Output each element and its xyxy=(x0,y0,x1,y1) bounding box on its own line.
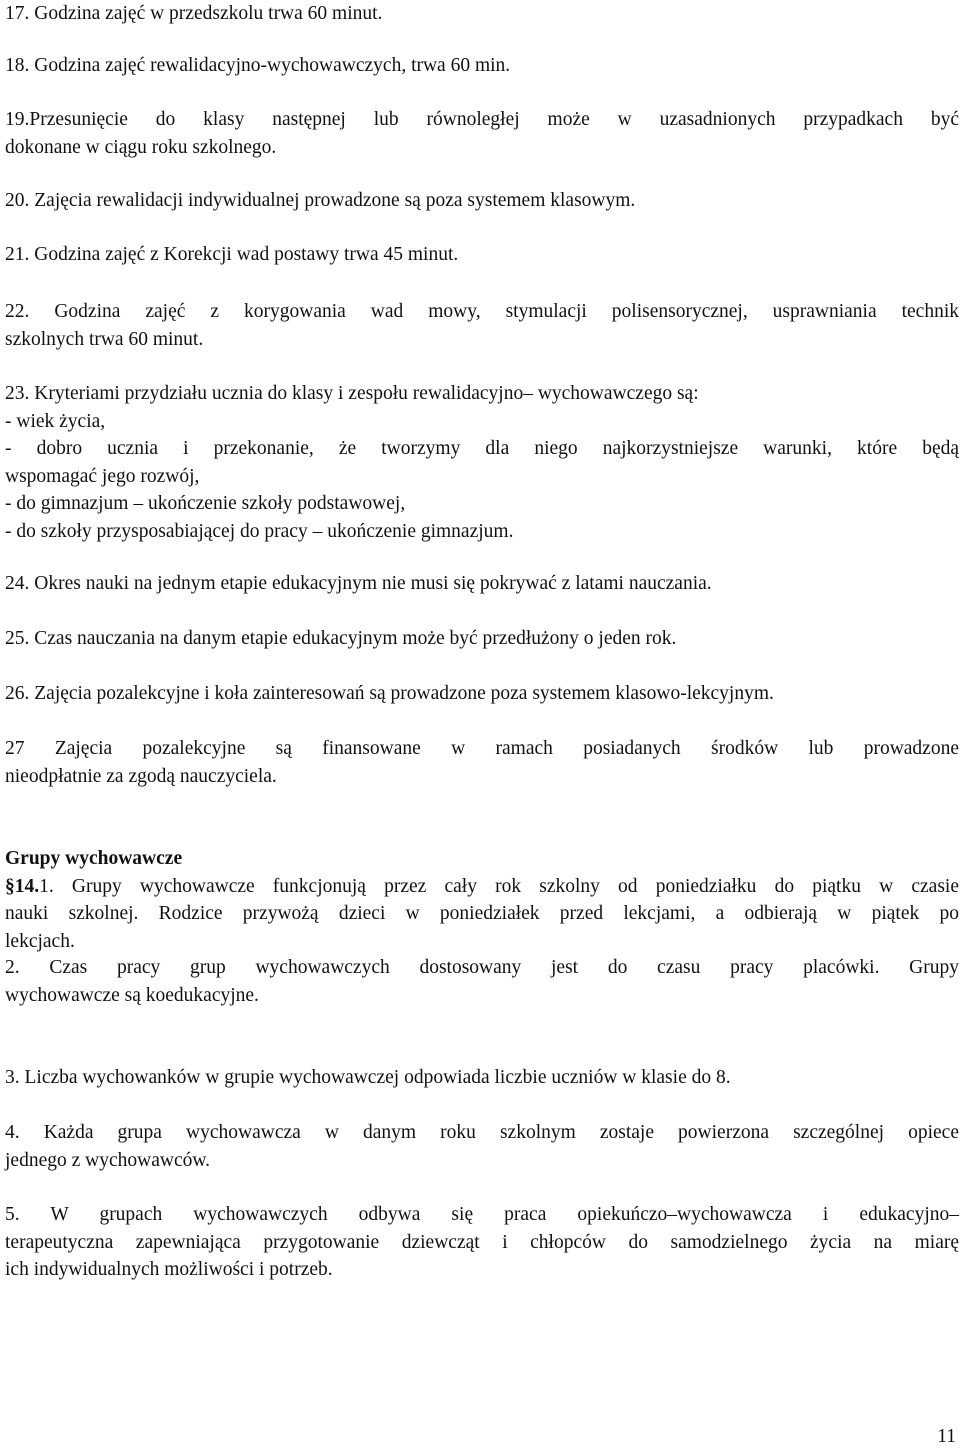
section-14-line-1 xyxy=(5,873,959,901)
item-23-line-6: - do szkoły przysposabiającej do pracy – ukończenie gimnazjum. xyxy=(5,520,514,542)
section-point-5-line-2: terapeutyczna zapewniająca przygotowanie dziewcząt i chłopców do samodzielnego życia na miarę xyxy=(5,1231,959,1253)
section-point-3-text: 3. Liczba wychowanków w grupie wychowawczej odpowiada liczbie uczniów w klasie do 8. xyxy=(5,1067,731,1088)
section-grupy xyxy=(5,845,959,955)
item-21-text: 21. Godzina zajęć z Korekcji wad postawy trwa 45 minut. xyxy=(5,244,459,265)
section-point-5-line-3: ich indywidualnych możliwości i potrzeb. xyxy=(5,1259,333,1280)
item-23-line-1: 23. Kryteriami przydziału ucznia do klasy i zespołu rewalidacyjno– wychowawczego są: xyxy=(5,383,699,404)
page-number: 11 xyxy=(937,1426,956,1447)
item-25-text: 25. Czas nauczania na danym etapie edukacyjnym może być przedłużony o jeden rok. xyxy=(5,628,677,649)
item-23-line-5: - do gimnazjum – ukończenie szkoły podstawowej, xyxy=(5,493,406,514)
item-20 xyxy=(5,187,959,215)
item-25 xyxy=(5,625,959,653)
item-23 xyxy=(5,380,959,545)
item-27 xyxy=(5,735,959,790)
item-27-line-1: 27 Zajęcia pozalekcyjne są finansowane w ramach posiadanych środków lub prowadzone xyxy=(5,738,959,759)
item-23-line-4: wspomagać jego rozwój, xyxy=(5,465,200,487)
item-22 xyxy=(5,298,959,353)
item-20-text: 20. Zajęcia rewalidacji indywidualnej prowadzone są poza systemem klasowym. xyxy=(5,190,636,211)
item-26-text: 26. Zajęcia pozalekcyjne i koła zainteresowań są prowadzone poza systemem klasowo-lekcyjnym. xyxy=(5,683,774,704)
section-14-line-2: nauki szkolnej. Rodzice przywożą dzieci w poniedziałek przed lekcjami, a odbierają w piątek po xyxy=(5,903,959,924)
section-heading: Grupy wychowawcze xyxy=(5,848,183,869)
item-26 xyxy=(5,680,959,708)
section-14-line-1-text: 1. Grupy wychowawcze funkcjonują przez cały rok szkolny od poniedziałku do piątku w czasie xyxy=(39,875,959,897)
item-19 xyxy=(5,106,959,161)
item-23-line-2: - wiek życia, xyxy=(5,410,106,432)
item-22-line-1: 22. Godzina zajęć z korygowania wad mowy, stymulacji polisensorycznej, usprawniania technik xyxy=(5,301,959,322)
item-21 xyxy=(5,241,959,269)
item-18-text: 18. Godzina zajęć rewalidacyjno-wychowawczych, trwa 60 min. xyxy=(5,55,511,76)
section-14-line-3: lekcjach. xyxy=(5,930,75,952)
item-19-line-2: dokonane w ciągu roku szkolnego. xyxy=(5,136,277,158)
item-17 xyxy=(5,0,959,28)
item-22-line-2: szkolnych trwa 60 minut. xyxy=(5,328,204,350)
item-23-line-3: - dobro ucznia i przekonanie, że tworzymy dla niego najkorzystniejsze warunki, które będą xyxy=(5,438,959,459)
section-point-4-line-2: jednego z wychowawców. xyxy=(5,1149,211,1171)
item-17-text: 17. Godzina zajęć w przedszkolu trwa 60 minut. xyxy=(5,3,383,24)
section-point-2 xyxy=(5,954,959,1009)
item-24 xyxy=(5,570,959,598)
section-14-marker: §14. xyxy=(5,875,40,897)
item-27-line-2: nieodpłatnie za zgodą nauczyciela. xyxy=(5,765,277,787)
item-19-line-1: 19.Przesunięcie do klasy następnej lub równoległej może w uzasadnionych przypadkach być xyxy=(5,109,959,130)
section-point-4 xyxy=(5,1119,959,1174)
item-24-text: 24. Okres nauki na jednym etapie edukacyjnym nie musi się pokrywać z latami nauczania. xyxy=(5,573,712,594)
item-18 xyxy=(5,52,959,80)
section-point-2-line-2: wychowawcze są koedukacyjne. xyxy=(5,984,259,1006)
section-point-2-line-1: 2. Czas pracy grup wychowawczych dostosowany jest do czasu pracy placówki. Grupy xyxy=(5,957,959,978)
section-point-3 xyxy=(5,1064,959,1092)
section-point-5 xyxy=(5,1201,959,1284)
section-point-4-line-1: 4. Każda grupa wychowawcza w danym roku szkolnym zostaje powierzona szczególnej opiece xyxy=(5,1122,959,1143)
section-point-5-line-1: 5. W grupach wychowawczych odbywa się praca opiekuńczo–wychowawcza i edukacyjno– xyxy=(5,1204,959,1225)
